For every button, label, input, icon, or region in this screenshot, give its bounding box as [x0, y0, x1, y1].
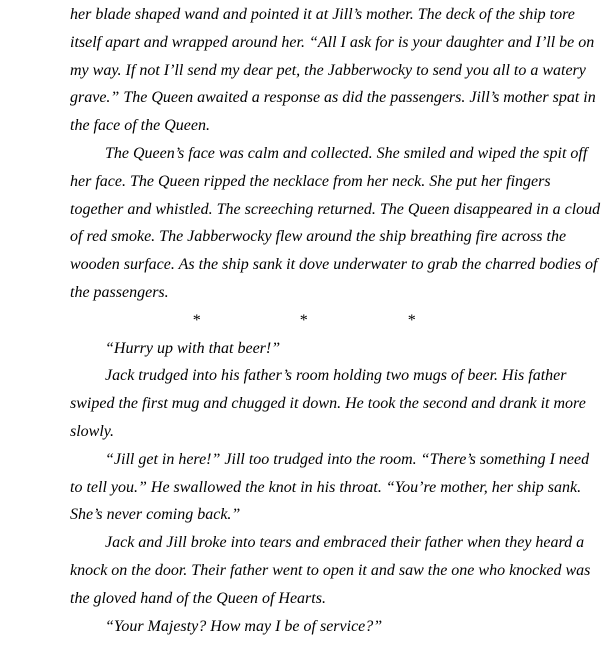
text-line: together and whistled. The screeching returned. The Queen disappeared in a cloud: [70, 200, 601, 218]
asterisk: *: [299, 311, 307, 329]
asterisk: *: [407, 311, 415, 329]
paragraph: [70, 1, 596, 140]
text-line: her face. The Queen ripped the necklace from her neck. She put her fingers: [70, 172, 551, 190]
text-line: swiped the first mug and chugged it down. He took the second and drank it more: [70, 395, 586, 413]
text-line: “Hurry up with that beer!”: [105, 339, 281, 357]
text-line: knock on the door. Their father went to open it and saw the one who knocked was: [70, 561, 591, 579]
asterisk: *: [192, 311, 200, 329]
text-line: to tell you.” He swallowed the knot in his throat. “You’re mother, her ship sank.: [70, 478, 582, 496]
text-line: She’s never coming back.”: [70, 506, 241, 524]
text-line: “Jill get in here!” Jill too trudged into the room. “There’s something I need: [105, 450, 590, 468]
text-line: “Your Majesty? How may I be of service?”: [105, 617, 383, 635]
paragraph: [70, 362, 586, 445]
section-separator: [70, 307, 540, 335]
paragraph: [70, 613, 540, 641]
paragraph: [70, 140, 601, 307]
text-line: slowly.: [70, 422, 115, 440]
text-line: the gloved hand of the Queen of Hearts.: [70, 589, 326, 607]
text-line: wooden surface. As the ship sank it dove underwater to grab the charred bodies of: [70, 256, 598, 274]
text-line: her blade shaped wand and pointed it at Jill’s mother. The deck of the ship tore: [70, 6, 575, 23]
paragraph: [70, 529, 591, 612]
paragraph: [70, 446, 590, 529]
text-line: The Queen’s face was calm and collected. She smiled and wiped the spit off: [105, 144, 588, 162]
text-line: my way. If not I’ll send my dear pet, the Jabberwocky to send you all to a watery: [70, 61, 586, 79]
text-line: of red smoke. The Jabberwocky flew around the ship breathing fire across the: [70, 228, 567, 246]
paragraph: [70, 335, 540, 363]
text-line: grave.” The Queen awaited a response as did the passengers. Jill’s mother spat in: [70, 89, 596, 107]
text-line: Jack trudged into his father’s room holding two mugs of beer. His father: [105, 367, 567, 385]
text-line: the passengers.: [70, 283, 169, 301]
text-line: itself apart and wrapped around her. “All I ask for is your daughter and I’ll be on: [70, 33, 595, 51]
text-line: the face of the Queen.: [70, 117, 210, 135]
text-line: Jack and Jill broke into tears and embraced their father when they heard a: [105, 534, 585, 552]
